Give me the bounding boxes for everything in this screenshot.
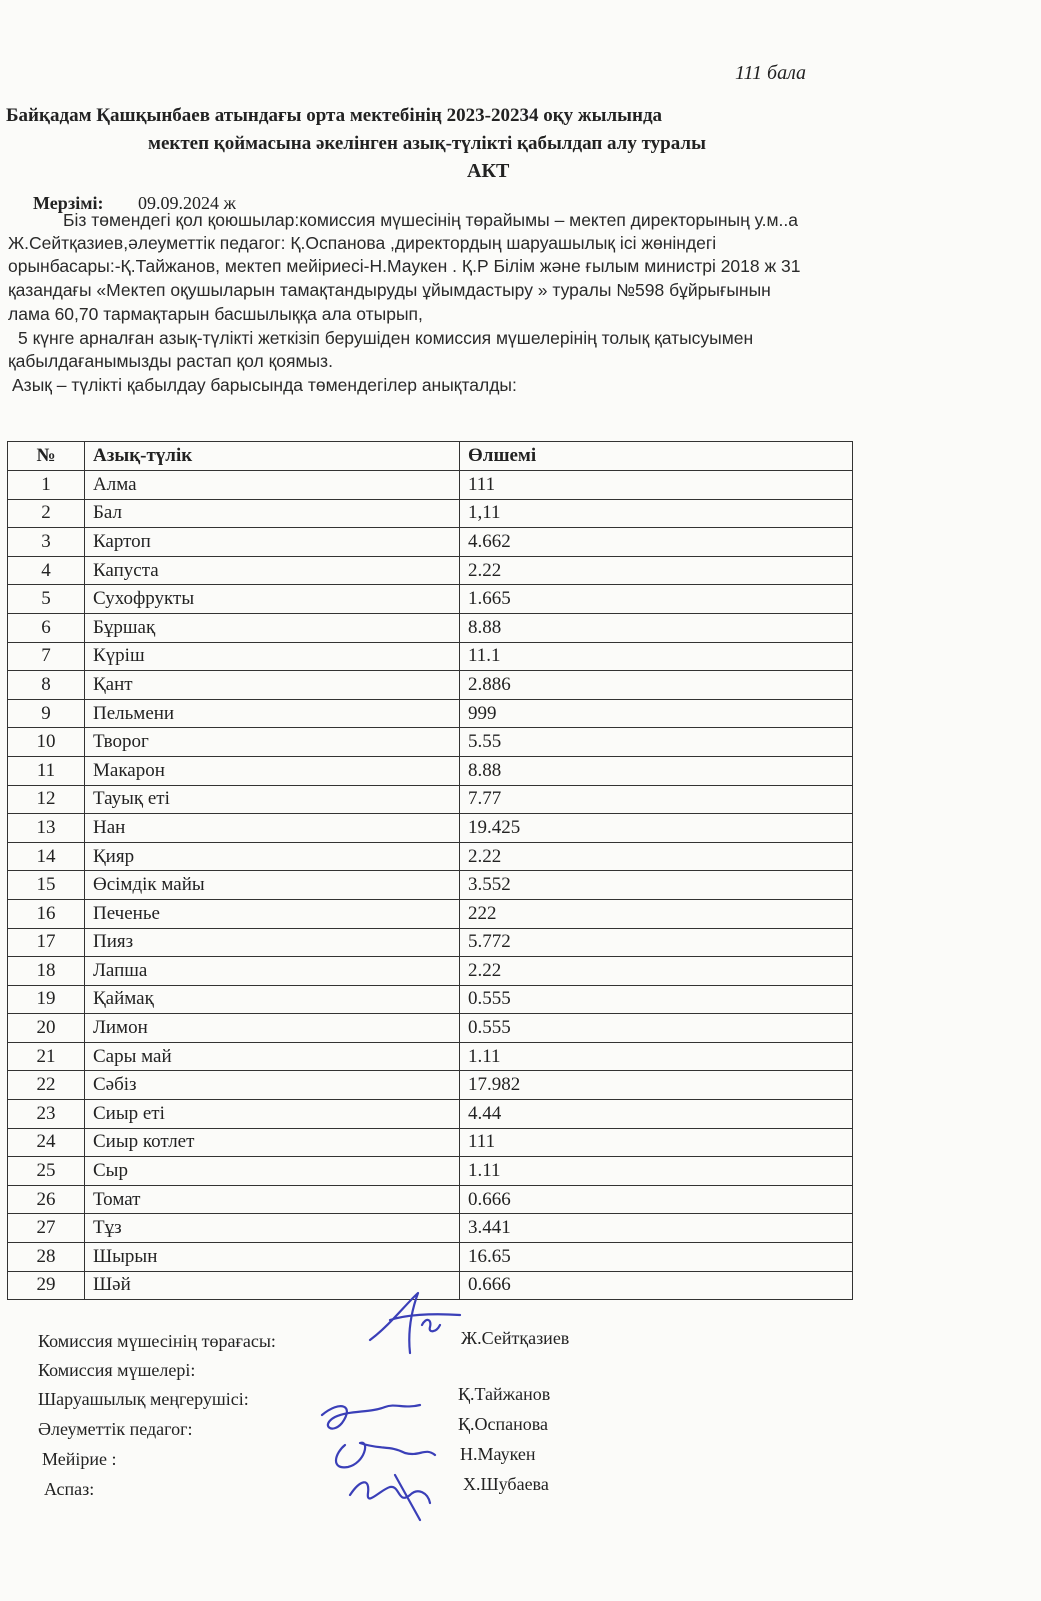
row-number: 22 (8, 1071, 85, 1100)
body-line-4: қазандағы «Мектеп оқушыларын тамақтандыруды ұйымдастыру » туралы №598 бұйрығынын (8, 280, 771, 300)
row-product: Творог (85, 728, 460, 757)
row-amount: 111 (460, 471, 853, 500)
members-label: Комиссия мүшелері: (38, 1360, 196, 1380)
row-product: Макарон (85, 756, 460, 785)
table-row (8, 1042, 853, 1071)
table-row (8, 957, 853, 986)
row-number: 10 (8, 728, 85, 757)
table-row (8, 1014, 853, 1043)
row-product: Бал (85, 499, 460, 528)
row-amount: 16.65 (460, 1243, 853, 1272)
table-row (8, 1100, 853, 1129)
row-product: Сиыр котлет (85, 1128, 460, 1157)
row-number: 28 (8, 1243, 85, 1272)
row-amount: 999 (460, 699, 853, 728)
table-row (8, 1185, 853, 1214)
manager-name: Қ.Тайжанов (458, 1384, 551, 1404)
table-row (8, 871, 853, 900)
table-row (8, 1071, 853, 1100)
row-number: 13 (8, 814, 85, 843)
row-amount: 0.666 (460, 1185, 853, 1214)
col-product-header: Азық-түлік (85, 442, 460, 471)
cook-name: Х.Шубаева (463, 1474, 549, 1494)
table-row (8, 842, 853, 871)
row-amount: 4.44 (460, 1100, 853, 1129)
table-row (8, 1157, 853, 1186)
body-line-5: лама 60,70 тармақтарын басшылыққа ала отырып, (8, 304, 423, 324)
row-product: Сыр (85, 1157, 460, 1186)
row-product: Нан (85, 814, 460, 843)
row-product: Шәй (85, 1271, 460, 1300)
table-body (8, 471, 853, 1300)
row-number: 11 (8, 756, 85, 785)
row-product: Картоп (85, 528, 460, 557)
row-number: 3 (8, 528, 85, 557)
body-line-2: Ж.Сейтқазиев,әлеуметтік педагог: Қ.Оспанова ,директордың шаруашылық ісі жөніндегі (8, 233, 717, 253)
food-table (7, 441, 853, 1300)
row-product: Лимон (85, 1014, 460, 1043)
row-number: 2 (8, 499, 85, 528)
row-product: Тұз (85, 1214, 460, 1243)
row-product: Сиыр еті (85, 1100, 460, 1129)
row-amount: 4.662 (460, 528, 853, 557)
chair-label: Комиссия мүшесінің төрағасы: (38, 1331, 276, 1351)
row-number: 6 (8, 613, 85, 642)
row-amount: 1,11 (460, 499, 853, 528)
row-product: Сухофрукты (85, 585, 460, 614)
row-product: Пельмени (85, 699, 460, 728)
row-product: Сары май (85, 1042, 460, 1071)
table-row (8, 1214, 853, 1243)
row-number: 15 (8, 871, 85, 900)
row-amount: 8.88 (460, 756, 853, 785)
date-label: Мерзімі: (33, 193, 104, 213)
table-row (8, 671, 853, 700)
row-product: Өсімдік майы (85, 871, 460, 900)
row-amount: 5.55 (460, 728, 853, 757)
row-product: Шырын (85, 1243, 460, 1272)
row-amount: 0.555 (460, 1014, 853, 1043)
row-number: 4 (8, 556, 85, 585)
row-number: 12 (8, 785, 85, 814)
row-number: 5 (8, 585, 85, 614)
table-row (8, 1243, 853, 1272)
date-value: 09.09.2024 ж (138, 193, 236, 213)
row-amount: 222 (460, 899, 853, 928)
table-row (8, 1128, 853, 1157)
row-amount: 1.665 (460, 585, 853, 614)
row-number: 26 (8, 1185, 85, 1214)
row-number: 21 (8, 1042, 85, 1071)
row-number: 25 (8, 1157, 85, 1186)
table-row (8, 528, 853, 557)
row-number: 8 (8, 671, 85, 700)
row-product: Тауық еті (85, 785, 460, 814)
row-number: 19 (8, 985, 85, 1014)
table-row (8, 756, 853, 785)
row-amount: 1.11 (460, 1042, 853, 1071)
row-product: Лапша (85, 957, 460, 986)
row-product: Бұршақ (85, 613, 460, 642)
row-number: 16 (8, 899, 85, 928)
table-row (8, 928, 853, 957)
row-number: 17 (8, 928, 85, 957)
student-count: 111 бала (735, 62, 807, 84)
col-amount-header: Өлшемі (460, 442, 853, 471)
title-line-2: мектеп қоймасына әкелінген азық-түлікті қабылдап алу туралы (148, 133, 706, 154)
row-number: 14 (8, 842, 85, 871)
row-amount: 0.555 (460, 985, 853, 1014)
chair-signature (360, 1285, 470, 1360)
row-number: 1 (8, 471, 85, 500)
pedagog-label: Әлеуметтік педагог: (38, 1419, 193, 1439)
table-row (8, 556, 853, 585)
row-amount: 111 (460, 1128, 853, 1157)
table-row (8, 613, 853, 642)
row-product: Күріш (85, 642, 460, 671)
row-amount: 17.982 (460, 1071, 853, 1100)
members-signatures (310, 1395, 460, 1530)
row-amount: 2.22 (460, 556, 853, 585)
row-product: Капуста (85, 556, 460, 585)
body-line-6: 5 күнге арналған азық-түлікті жеткізіп берушіден комиссия мүшелерінің толық қатысуымен (18, 328, 754, 348)
row-amount: 7.77 (460, 785, 853, 814)
table-row (8, 585, 853, 614)
row-product: Пияз (85, 928, 460, 957)
table-row (8, 728, 853, 757)
manager-label: Шаруашылық меңгерушісі: (38, 1389, 249, 1409)
table-row (8, 785, 853, 814)
row-amount: 2.22 (460, 957, 853, 986)
body-line-8: Азық – түлікті қабылдау барысында төмендегілер анықталды: (12, 375, 517, 395)
table-row (8, 814, 853, 843)
row-amount: 11.1 (460, 642, 853, 671)
row-amount: 5.772 (460, 928, 853, 957)
row-product: Қияр (85, 842, 460, 871)
title-line-1: Байқадам Қашқынбаев атындағы орта мектебінің 2023-20234 оқу жылында (6, 105, 663, 126)
row-amount: 3.552 (460, 871, 853, 900)
body-line-1: Біз төмендегі қол қоюшылар:комиссия мүшесінің төрайымы – мектеп директорының у.м..а (63, 210, 798, 230)
chair-name: Ж.Сейтқазиев (461, 1328, 570, 1348)
table-row (8, 499, 853, 528)
row-product: Қант (85, 671, 460, 700)
pedagog-name: Қ.Оспанова (458, 1414, 548, 1434)
table-row (8, 471, 853, 500)
row-number: 9 (8, 699, 85, 728)
row-amount: 8.88 (460, 613, 853, 642)
table-row (8, 985, 853, 1014)
nurse-name: Н.Маукен (460, 1444, 536, 1464)
row-number: 24 (8, 1128, 85, 1157)
row-product: Сәбіз (85, 1071, 460, 1100)
row-number: 7 (8, 642, 85, 671)
row-amount: 2.22 (460, 842, 853, 871)
cook-label: Аспаз: (44, 1479, 95, 1499)
row-product: Алма (85, 471, 460, 500)
row-amount: 19.425 (460, 814, 853, 843)
row-number: 23 (8, 1100, 85, 1129)
col-number-header: № (8, 442, 85, 471)
row-number: 29 (8, 1271, 85, 1300)
table-row (8, 899, 853, 928)
row-product: Печенье (85, 899, 460, 928)
row-product: Томат (85, 1185, 460, 1214)
row-number: 27 (8, 1214, 85, 1243)
row-number: 18 (8, 957, 85, 986)
body-line-7: қабылдағанымызды растап қол қоямыз. (8, 351, 333, 371)
table-row (8, 642, 853, 671)
row-product: Қаймақ (85, 985, 460, 1014)
row-amount: 3.441 (460, 1214, 853, 1243)
table-header-row (8, 442, 853, 471)
row-amount: 1.11 (460, 1157, 853, 1186)
document-title: АКТ (467, 160, 510, 182)
nurse-label: Мейірие : (42, 1449, 117, 1469)
row-number: 20 (8, 1014, 85, 1043)
row-amount: 0.666 (460, 1271, 853, 1300)
row-amount: 2.886 (460, 671, 853, 700)
table-row (8, 699, 853, 728)
body-line-3: орынбасары:-Қ.Тайжанов, мектеп мейіриесі-Н.Маукен . Қ.Р Білім және ғылым министрі 2018 ж 31 (8, 256, 801, 276)
